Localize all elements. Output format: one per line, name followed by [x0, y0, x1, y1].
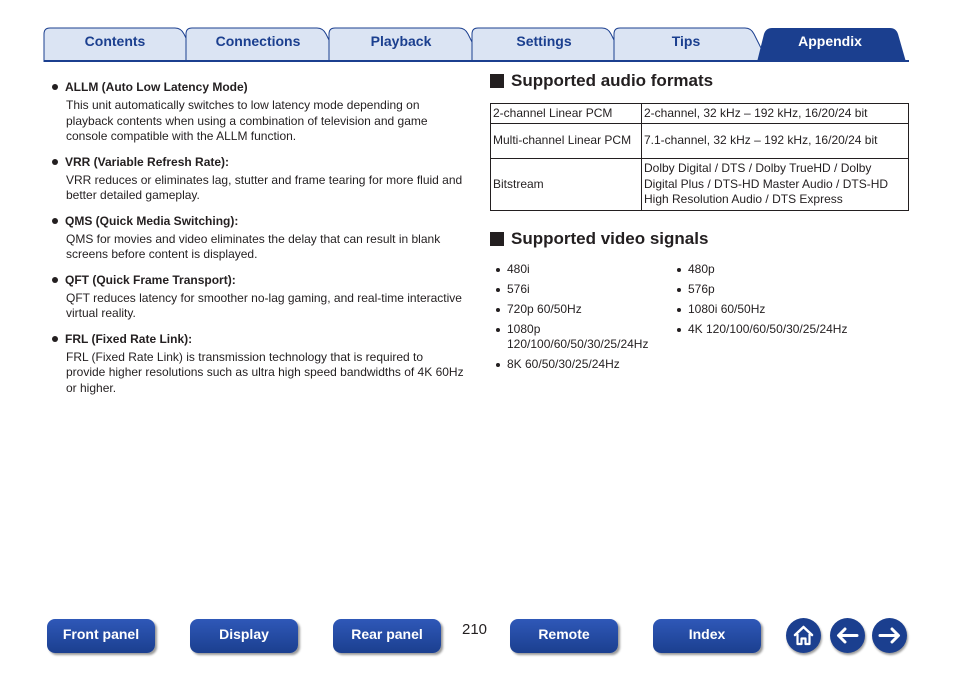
feature-list — [50, 80, 465, 406]
feature-description: QFT reduces latency for smoother no-lag gaming, and real-time interactive virtual reality. — [66, 290, 462, 320]
bullet-icon — [496, 288, 500, 292]
feature-description: VRR reduces or eliminates lag, stutter and frame tearing for more fluid and better detailed gameplay. — [66, 172, 463, 202]
spec-cell: 2-channel, 32 kHz – 192 kHz, 16/20/24 bit — [642, 104, 909, 124]
list-item: 4K 120/100/60/50/30/25/24Hz — [674, 322, 894, 337]
tab-settings[interactable]: Settings — [516, 33, 572, 49]
feature-title: FRL (Fixed Rate Link): — [65, 331, 193, 346]
table-row — [491, 104, 909, 124]
list-item: 1080i 60/50Hz — [674, 302, 894, 317]
tab-connections[interactable]: Connections — [215, 33, 301, 49]
bullet-icon — [677, 308, 681, 312]
forward-button[interactable] — [872, 618, 907, 653]
feature-title: QMS (Quick Media Switching): — [65, 213, 239, 228]
format-cell: 2-channel Linear PCM — [491, 104, 642, 124]
list-item: 480p — [674, 262, 894, 277]
tab-appendix[interactable]: Appendix — [798, 33, 862, 49]
table-row — [491, 159, 909, 211]
feature-title: VRR (Variable Refresh Rate): — [65, 154, 230, 169]
bullet-icon — [496, 363, 500, 367]
audio-formats-table — [490, 103, 909, 211]
back-arrow-icon — [830, 618, 865, 653]
list-item: 576i — [493, 282, 673, 297]
bullet-icon — [677, 288, 681, 292]
spec-cell: Dolby Digital / DTS / Dolby TrueHD / Dolby Digital Plus / DTS-HD Master Audio / DTS-HD High Resolution Audio / DTS Express — [642, 159, 909, 211]
tab-shapes — [0, 0, 954, 62]
bullet-icon — [52, 336, 58, 342]
bullet-icon — [677, 268, 681, 272]
feature-item — [50, 214, 465, 263]
format-cell: Bitstream — [491, 159, 642, 211]
front-panel-button[interactable]: Front panel — [47, 619, 155, 653]
back-button[interactable] — [830, 618, 865, 653]
list-item: 720p 60/50Hz — [493, 302, 673, 317]
video-list-left — [493, 262, 673, 377]
bullet-icon — [52, 84, 58, 90]
bullet-icon — [496, 268, 500, 272]
feature-item — [50, 332, 465, 397]
feature-item — [50, 273, 465, 322]
home-icon — [786, 618, 821, 653]
display-button[interactable]: Display — [190, 619, 298, 653]
forward-arrow-icon — [872, 618, 907, 653]
feature-description: FRL (Fixed Rate Link) is transmission technology that is required to provide higher resolutions such as ultra high speed bandwidths of 4K 60Hz or higher. — [66, 349, 464, 395]
tab-tips[interactable]: Tips — [671, 33, 701, 49]
feature-item — [50, 80, 465, 145]
list-item: 8K 60/50/30/25/24Hz — [493, 357, 673, 372]
remote-button[interactable]: Remote — [510, 619, 618, 653]
feature-title: ALLM (Auto Low Latency Mode) — [65, 80, 248, 94]
audio-formats-heading: Supported audio formats — [490, 71, 713, 91]
bullet-icon — [52, 218, 58, 224]
table-row — [491, 124, 909, 159]
square-bullet-icon — [490, 232, 504, 246]
feature-description: QMS for movies and video eliminates the delay that can result in blank screens before content is displayed. — [66, 231, 441, 261]
video-list-right — [674, 262, 894, 342]
tab-contents[interactable]: Contents — [84, 33, 146, 49]
feature-item — [50, 155, 465, 204]
page-number: 210 — [462, 621, 488, 638]
spec-cell: 7.1-channel, 32 kHz – 192 kHz, 16/20/24 bit — [642, 124, 909, 159]
bullet-icon — [496, 308, 500, 312]
list-item: 480i — [493, 262, 673, 277]
rear-panel-button[interactable]: Rear panel — [333, 619, 441, 653]
feature-description: This unit automatically switches to low latency mode depending on playback contents when using a combination of television and game console compatible with the ALLM function. — [66, 98, 428, 143]
square-bullet-icon — [490, 74, 504, 88]
index-button[interactable]: Index — [653, 619, 761, 653]
list-item: 1080p 120/100/60/50/30/25/24Hz — [493, 322, 657, 352]
list-item: 576p — [674, 282, 894, 297]
feature-title: QFT (Quick Frame Transport): — [65, 272, 236, 287]
bullet-icon — [496, 328, 500, 332]
tab-playback[interactable]: Playback — [370, 33, 432, 49]
bullet-icon — [52, 159, 58, 165]
home-button[interactable] — [786, 618, 821, 653]
video-signals-heading: Supported video signals — [490, 229, 708, 249]
format-cell: Multi-channel Linear PCM — [491, 124, 642, 159]
bullet-icon — [52, 277, 58, 283]
top-tab-bar — [0, 0, 954, 62]
bullet-icon — [677, 328, 681, 332]
